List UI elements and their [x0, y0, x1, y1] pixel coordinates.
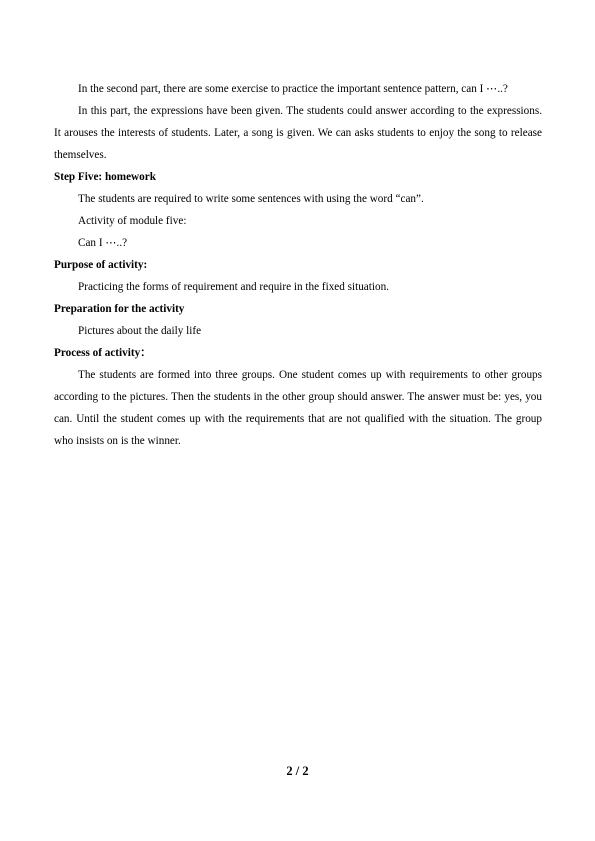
step-five-text: The students are required to write some sentences with using the word “can”. [78, 193, 424, 205]
heading-purpose: Purpose of activity: [54, 259, 148, 271]
paragraph-expressions: In this part, the expressions have been given. The students could answer according to the expressions. It arouses the interests of students. Later, a song is given. We can asks students to enjoy the song to release themselves. [54, 105, 542, 161]
can-i-text: Can I ⋯..? [78, 237, 128, 249]
heading-process: Process of activity： [54, 347, 152, 359]
document-body [54, 78, 542, 452]
process-text: The students are formed into three groups. One student comes up with requirements to other groups according to the pictures. Then the students in the other group should answer. The answer must be: yes, you can. Until the student comes up with the requirements that are not qualified with the situation. The group who insists on is the winner. [54, 369, 542, 447]
activity-title: Activity of module five: [78, 215, 187, 227]
purpose-text: Practicing the forms of requirement and require in the fixed situation. [78, 281, 389, 293]
heading-step-five: Step Five: homework [54, 171, 156, 183]
page-number: 2 / 2 [286, 764, 309, 778]
heading-preparation: Preparation for the activity [54, 303, 185, 315]
paragraph-second-part: In the second part, there are some exercise to practice the important sentence pattern, can I ⋯..? [78, 83, 508, 95]
preparation-text: Pictures about the daily life [78, 325, 202, 337]
